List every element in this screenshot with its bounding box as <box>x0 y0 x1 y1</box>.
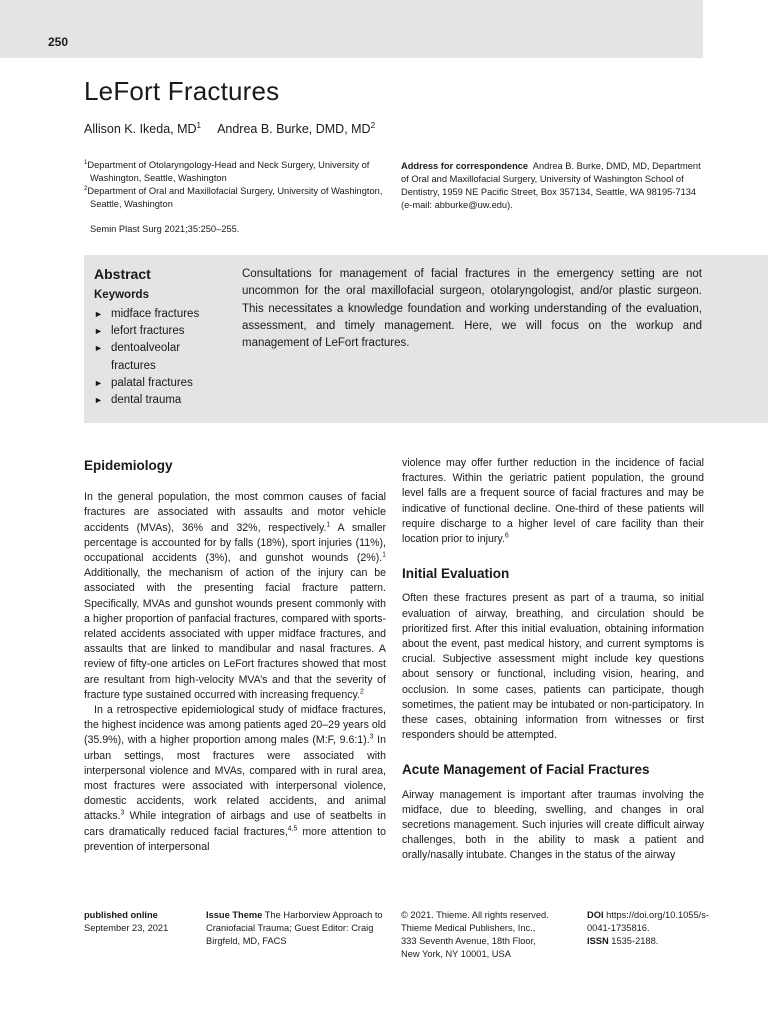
footer-doi <box>587 909 712 948</box>
keyword-text: midface fractures <box>111 308 200 320</box>
reference-marker: 3 <box>120 809 125 817</box>
published-label: published online <box>84 910 158 920</box>
published-date: September 23, 2021 <box>84 923 169 933</box>
copyright-line: Thieme Medical Publishers, Inc., <box>401 923 536 933</box>
affiliation-text: Department of Otolaryngology-Head and Neck Surgery, University of Washington, Seattle, Washington <box>87 160 370 183</box>
doi-label: DOI <box>587 910 604 920</box>
arrow-right-icon: ► <box>94 309 103 319</box>
paragraph: Airway management is important after traumas involving the midface, due to bleeding, swelling, and changes in oral secretions management. Such injuries will create difficult airway challenges, both in the ability to mask a patient and orally/nasally intubate. Changes in the status of the airway <box>402 788 704 862</box>
paragraph <box>402 456 704 547</box>
keyword-text: palatal fractures <box>111 376 193 389</box>
keywords-heading: Keywords <box>94 289 149 301</box>
text-run: In the general population, the most common causes of facial fractures are associated with assaults and motor vehicle accidents (MVAs), 36% and 32%, respectively. <box>84 491 386 534</box>
journal-citation: Semin Plast Surg 2021;35:250–255. <box>90 224 240 234</box>
correspondence-text: Andrea B. Burke, DMD, MD, Department of Oral and Maxillofacial Surgery, University of Washington School of Dentistry, 1959 NE Pacific Street, Box 357134, Seattle, WA 98195-7134 (e-mail: abburke@uw.edu). <box>401 161 701 210</box>
text-run: In a retrospective epidemiological study of midface fractures, the highest incidence was among patients aged 20–29 years old (35.9%), with a higher proportion among males (M:F, 9.6:1). <box>84 704 386 747</box>
body-column-left <box>84 458 386 855</box>
affiliation <box>84 159 389 185</box>
reference-marker: 3 <box>369 733 374 741</box>
affiliation-text: Department of Oral and Maxillofacial Surgery, University of Washington, Seattle, Washington <box>87 186 383 209</box>
correspondence-label: Address for correspondence <box>401 161 529 171</box>
text-run: While integration of airbags and use of seatbelts in cars dramatically reduced facial fractures, <box>84 810 386 838</box>
reference-marker: 4,5 <box>287 825 298 833</box>
correspondence-address <box>401 160 706 212</box>
paragraph <box>84 490 386 703</box>
article-title: LeFort Fractures <box>84 76 280 106</box>
footer-copyright <box>401 909 581 961</box>
footer-published <box>84 909 194 935</box>
keyword-item <box>94 323 241 340</box>
copyright-line: 333 Seventh Avenue, 18th Floor, <box>401 936 536 946</box>
affiliations <box>84 159 389 211</box>
header-bar <box>0 0 703 58</box>
reference-marker: 1 <box>326 521 331 529</box>
author-affiliation-ref: 1 <box>196 120 202 130</box>
author-affiliation-ref: 2 <box>370 120 376 130</box>
keyword-item <box>94 392 241 409</box>
copyright-line: New York, NY 10001, USA <box>401 949 511 959</box>
author-name: Andrea B. Burke, DMD, MD <box>217 122 371 136</box>
keywords-list <box>94 306 241 409</box>
keyword-text: dental trauma <box>111 394 182 407</box>
affiliation <box>84 185 389 211</box>
keyword-text: dentoalveolar fractures <box>111 342 181 372</box>
keyword-text: lefort fractures <box>111 325 185 338</box>
author-list <box>84 122 375 136</box>
section-heading-initial-evaluation: Initial Evaluation <box>402 566 510 582</box>
reference-marker: 1 <box>382 551 386 559</box>
page-number: 250 <box>48 35 69 49</box>
paragraph <box>84 703 386 855</box>
keyword-item <box>94 375 241 392</box>
body-column-right <box>402 456 704 864</box>
affiliation-number: 1 <box>84 159 88 166</box>
arrow-right-icon: ► <box>94 377 103 388</box>
author-name: Allison K. Ikeda, MD <box>84 122 197 136</box>
issn-value: 1535-2188. <box>611 936 659 946</box>
arrow-right-icon: ► <box>94 343 103 354</box>
reference-marker: 6 <box>504 532 509 540</box>
abstract-box <box>84 255 768 423</box>
arrow-right-icon: ► <box>94 326 103 337</box>
affiliation-number: 2 <box>84 185 88 192</box>
abstract-heading: Abstract <box>94 266 151 282</box>
arrow-right-icon: ► <box>94 395 103 406</box>
text-run: Additionally, the mechanism of action of the injury can be associated with the presenting facial fracture pattern. Specifically, MVAs and gunshot wounds present commonly with a higher proportion of panfacial fractures, compared with sports-related accidents associated with upper midface fractures, and assaults that are linked to mandibular and nasal fractures. A review of fifty-one articles on LeFort fractures showed that most are resultant from high-velocity MVA’s and that the severity of fracture type sustained occurred with increasing frequency. <box>84 567 386 701</box>
keyword-item <box>94 340 216 374</box>
reference-marker: 2 <box>359 688 364 696</box>
text-run: violence may offer further reduction in the incidence of facial fractures. Within the geriatric patient population, the ground level falls are a frequent source of facial fractures and may be indicative of functional decline. One-third of these patients will require discharge to a higher level of care facility than their location prior to injury. <box>402 457 704 546</box>
paragraph: Often these fractures present as part of a trauma, so initial evaluation of airway, breathing, and circulation should be prioritized first. After this initial evaluation, obtaining information about the event, past medical history, and current symptoms is crucial. Subjective assessment might include key questions about sensory or functional, including vision, hearing, and occlusion. In some cases, patients can participate, though sometimes, the patient may be intubated or non-participatory. In these cases, obtaining information from witnesses or first responders should be attempted. <box>402 592 704 742</box>
text-run: In urban settings, most fractures were associated with interpersonal violence and MVAs, compared with in rural area, most fractures were associated with interpersonal violence, domestic accidents, work related accidents, and animal attacks. <box>84 734 387 823</box>
doi-link[interactable]: https://doi.org/10.1055/s-0041-1735816. <box>587 910 709 933</box>
keyword-item <box>94 306 241 323</box>
section-heading-epidemiology: Epidemiology <box>84 458 173 473</box>
footer-issue-theme <box>206 909 388 948</box>
section-heading-acute-management: Acute Management of Facial Fractures <box>402 762 650 778</box>
issue-theme-text: The Harborview Approach to Craniofacial Trauma; Guest Editor: Craig Birgfeld, MD, FACS <box>206 910 383 946</box>
abstract-text: Consultations for management of facial fractures in the emergency setting are not uncommon for the oral maxillofacial surgeon, otolaryngologist, and/or plastic surgeon. This necessitates a knowledge foundation and working understanding of the evaluation, assessment, and timely management. Here, we will focus on the workup and management of LeFort fractures. <box>242 268 702 350</box>
issn-label: ISSN <box>587 936 609 946</box>
text-run: more attention to prevention of interpersonal <box>84 825 386 853</box>
issue-theme-label: Issue Theme <box>206 910 263 920</box>
text-run: A smaller percentage is accounted for by falls (18%), sport injuries (11%), occupational accidents (3%), and gunshot wounds (2%). <box>84 521 386 565</box>
copyright-line: © 2021. Thieme. All rights reserved. <box>401 910 549 920</box>
